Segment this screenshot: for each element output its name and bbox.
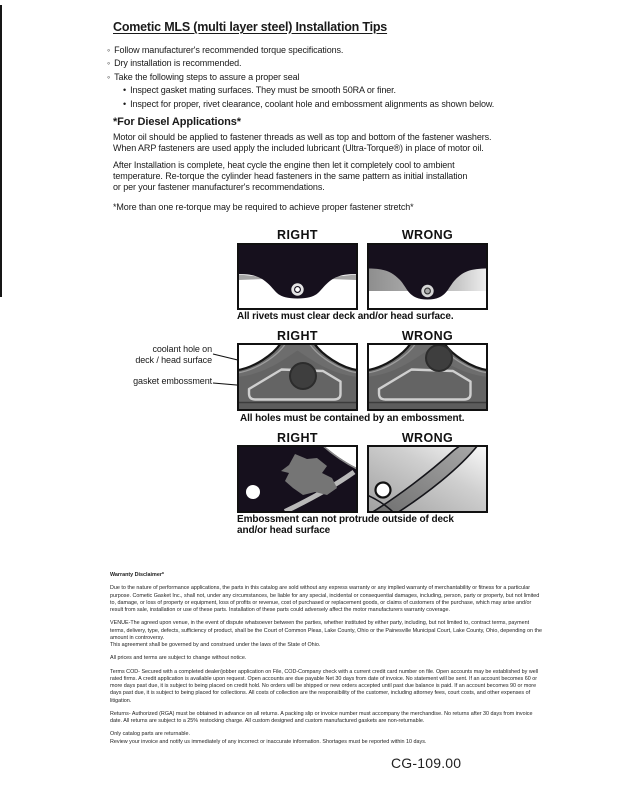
warranty-paragraph: Terms COD- Secured with a completed dealer/jobber application on File, COD-Company check with a current credit card number on file. Open accounts may be established by well rated firms. A credit application is available upon request. Open accounts are due payable Net 30 days from date of invoice. No statement will be sent. If an account becomes 60 or more days past due, it is subject to being placed on credit hold. No orders will be shipped or new orders accepted until past due balance is paid. If an account becomes 90 or more days past due, it is subject to being placed for collections. All costs of collection are the responsibility of the customer, including attorney fees, court costs, and other expenses of litigation. bbox=[110, 668, 539, 704]
diagram-coolant-hole-wrong bbox=[367, 343, 488, 411]
coolant-hole bbox=[426, 345, 452, 371]
list-item: ◦ Dry installation is recommended. bbox=[107, 57, 494, 70]
caption-line: Embossment can not protrude outside of deck bbox=[237, 514, 454, 525]
diagram-caption-protrusion bbox=[237, 514, 454, 536]
diagram-rivet-clearance-wrong bbox=[367, 243, 488, 310]
wrong-label: WRONG bbox=[401, 228, 454, 242]
diagram-rivet-clearance-right bbox=[237, 243, 358, 310]
warranty-paragraph bbox=[110, 731, 542, 746]
caption-line: and/or head surface bbox=[237, 525, 331, 536]
wrong-label: WRONG bbox=[401, 431, 454, 445]
page-title: Cometic MLS (multi layer steel) Installation Tips bbox=[113, 20, 388, 34]
annotation-gasket-embossment: gasket embossment bbox=[133, 376, 212, 386]
warranty-disclaimer bbox=[110, 572, 542, 752]
paragraph-line: Motor oil should be applied to fastener threads as well as top and bottom of the fastener washers. bbox=[113, 132, 492, 142]
diagram-caption-rivets: All rivets must clear deck and/or head surface. bbox=[237, 311, 454, 322]
right-label: RIGHT bbox=[277, 228, 318, 242]
warranty-paragraph: Returns- Authorized (RGA) must be obtained in advance on all returns. A packing slip or invoice number must accompany the merchandise. No returns after 30 days from invoice date. All returns are subject to a 25% restocking charge. All custom designed and custom manufactured gaskets are non-returnable. bbox=[110, 710, 533, 724]
coolant-hole bbox=[290, 363, 316, 389]
retorque-note: *More than one re-torque may be required to achieve proper fastener stretch* bbox=[113, 202, 414, 212]
bolt-hole bbox=[246, 485, 260, 499]
annotation-line: deck / head surface bbox=[135, 354, 212, 365]
warranty-text: This agreement shall be governed by and construed under the laws of the State of Ohio. bbox=[110, 642, 321, 648]
diesel-paragraph-1 bbox=[113, 132, 491, 154]
right-label: RIGHT bbox=[277, 431, 318, 445]
list-item: ◦ Follow manufacturer's recommended torque specifications. bbox=[107, 44, 494, 57]
warranty-paragraph: All prices and terms are subject to change without notice. bbox=[110, 655, 247, 662]
page-code: CG-109.00 bbox=[391, 755, 462, 771]
diagram-embossment-protrude-right bbox=[237, 445, 358, 513]
list-item-sub: • Inspect gasket mating surfaces. They must be smooth 50RA or finer. bbox=[123, 84, 494, 97]
warranty-text: VENUE-The agreed upon venue, in the event of dispute whatsoever between the parties, whether instituted by either party, including, but not limited to, contract terms, payment terms, delivery, type, defects, sufficiency of product, shall be the Court of Common Pleas, Lake County, Ohio or the Painesville Municipal Court, Lake County, Ohio, depending on the amount in controversy. bbox=[110, 620, 542, 641]
rivet-center bbox=[425, 288, 431, 294]
warranty-text: Review your invoice and notify us immediately of any incorrect or inaccurate information. Shortages must be reported within 10 days. bbox=[110, 738, 427, 745]
bolt-hole bbox=[376, 483, 391, 498]
right-label: RIGHT bbox=[277, 329, 318, 343]
diagram-caption-holes: All holes must be contained by an embossment. bbox=[240, 413, 465, 424]
diagram-embossment-protrude-wrong bbox=[367, 445, 488, 513]
warranty-text: Only catalog parts are returnable. bbox=[110, 731, 191, 738]
diesel-section-heading: *For Diesel Applications* bbox=[113, 116, 241, 128]
warranty-paragraph bbox=[110, 620, 542, 649]
warranty-heading: Warranty Disclaimer* bbox=[110, 572, 165, 578]
diagram-coolant-hole-right bbox=[237, 343, 358, 411]
annotation-line: coolant hole on bbox=[152, 344, 212, 354]
list-item: ◦ Take the following steps to assure a proper seal bbox=[107, 71, 494, 84]
warranty-paragraph: Due to the nature of performance applications, the parts in this catalog are sold without any express warranty or any implied warranty of merchantability or fitness for a particular purpose. Cometic Gasket Inc., shall not, under any circumstances, be liable for any special, incidental or consequential damages, including, person, party or property, but not limited to, damage, or loss of property or equipment, loss of profits or revenue, cost of purchased or replacement goods, or claims of customers of the purchase, which may arise and/or result from sale, installation or use of these parts. Installation of these parts could adversely affect the motor manufacturers warranty coverage. bbox=[110, 585, 540, 613]
wrong-label: WRONG bbox=[401, 329, 454, 343]
rivet-center bbox=[295, 287, 301, 293]
tips-list bbox=[107, 44, 494, 111]
paragraph-line: temperature. Re-torque the cylinder head fasteners in the same pattern as initial installation bbox=[113, 170, 468, 181]
paragraph-line: When ARP fasteners are used apply the included lubricant (Ultra-Torque®) in place of motor oil. bbox=[113, 142, 484, 153]
page-edge-line bbox=[0, 5, 2, 297]
paragraph-line: or per your fastener manufacturer's recommendations. bbox=[113, 181, 325, 192]
list-item-sub: • Inspect for proper, rivet clearance, coolant hole and embossment alignments as shown below. bbox=[123, 98, 494, 111]
diesel-paragraph-2 bbox=[113, 160, 467, 193]
paragraph-line: After Installation is complete, heat cycle the engine then let it completely cool to ambient bbox=[113, 160, 455, 170]
